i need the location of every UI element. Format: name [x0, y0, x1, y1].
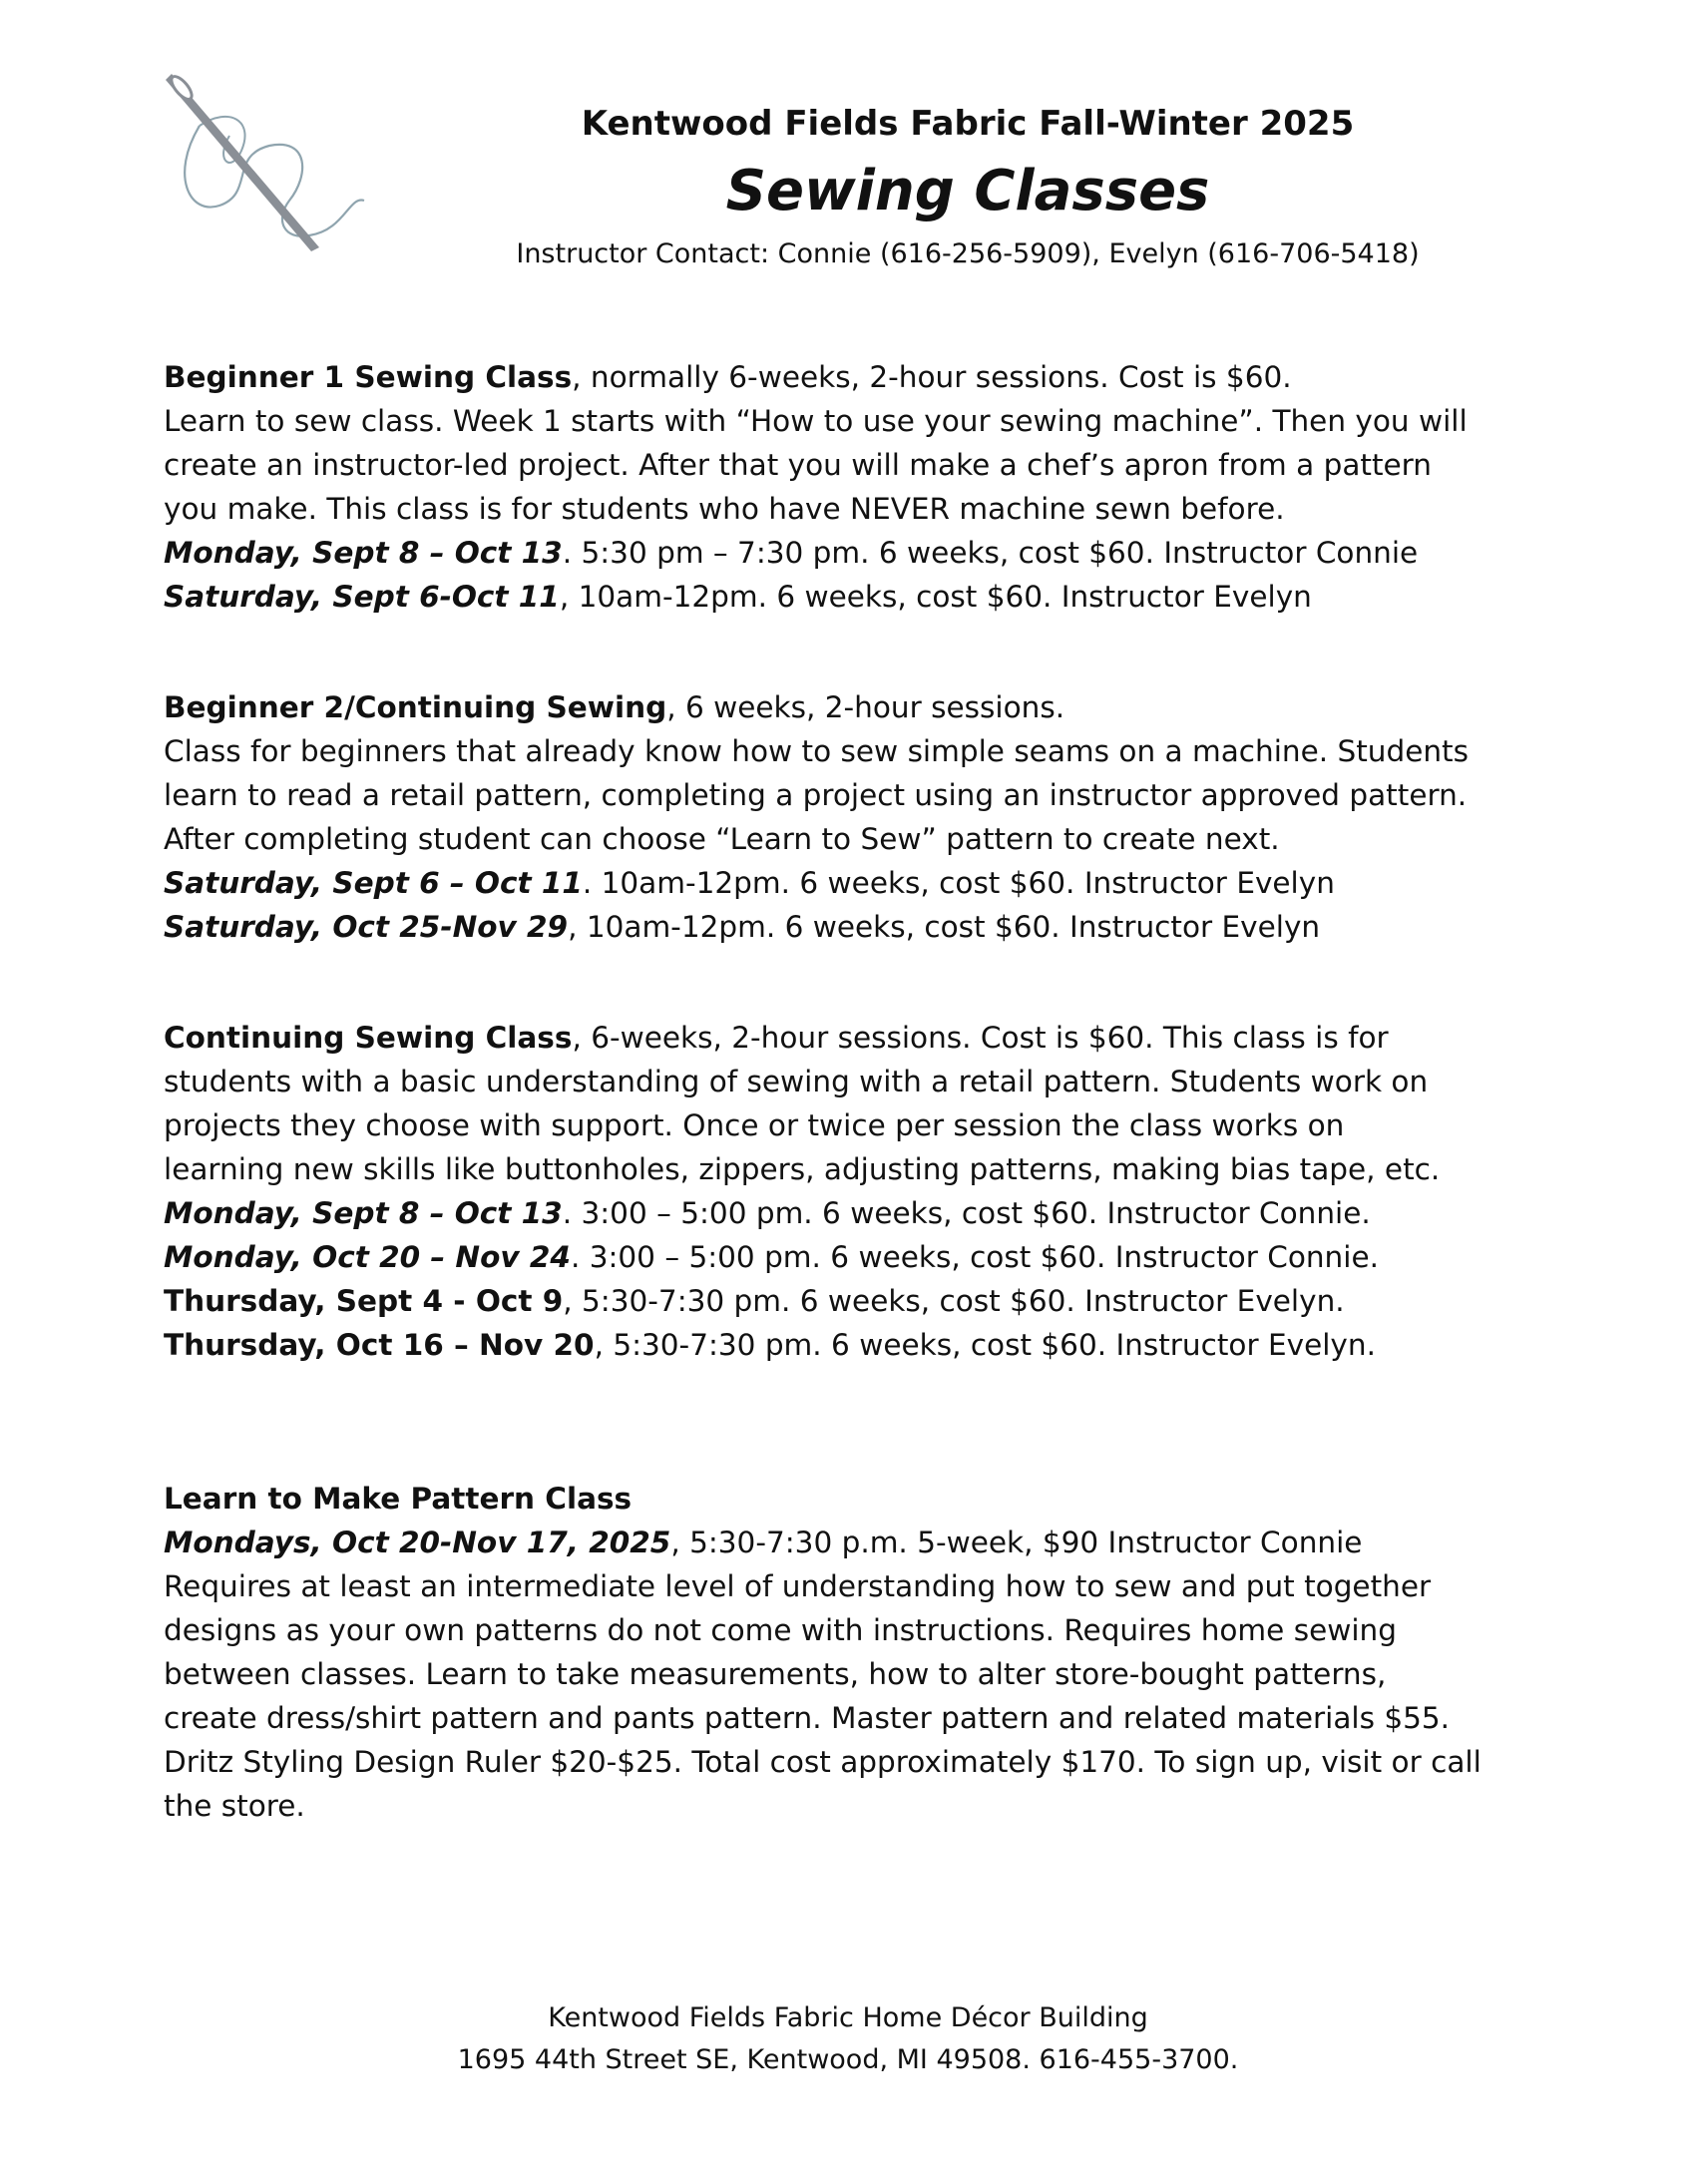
session-date: Monday, Oct 20 – Nov 24: [164, 1240, 571, 1274]
session-details: . 3:00 – 5:00 pm. 6 weeks, cost $60. Instructor Connie.: [562, 1196, 1371, 1230]
section-continuing: [164, 1016, 1540, 1367]
class-session: [164, 1323, 1540, 1367]
class-description-line: projects they choose with support. Once or twice per session the class works on: [164, 1108, 1345, 1142]
class-description-line: designs as your own patterns do not come with instructions. Requires home sewing: [164, 1613, 1397, 1647]
class-description-line: Class for beginners that already know how to sew simple seams on a machine. Students: [164, 734, 1469, 768]
class-description-line: between classes. Learn to take measurements, how to alter store-bought patterns,: [164, 1657, 1387, 1691]
class-description-line: students with a basic understanding of sewing with a retail pattern. Students work on: [164, 1065, 1429, 1098]
session-date: Saturday, Oct 25-Nov 29: [164, 910, 569, 944]
session-details: , 5:30-7:30 pm. 6 weeks, cost $60. Instructor Evelyn.: [563, 1284, 1345, 1318]
class-session: [164, 1521, 1540, 1564]
class-session: [164, 1191, 1540, 1235]
class-session: [164, 905, 1540, 949]
session-details: , 5:30-7:30 pm. 6 weeks, cost $60. Instructor Evelyn.: [594, 1328, 1376, 1362]
class-description-line: create dress/shirt pattern and pants pattern. Master pattern and related materials $55.: [164, 1701, 1451, 1735]
class-title: Beginner 2/Continuing Sewing: [164, 690, 667, 724]
section-beginner-1: [164, 355, 1540, 619]
session-date: Saturday, Sept 6 – Oct 11: [164, 866, 583, 900]
class-description-line: Dritz Styling Design Ruler $20-$25. Total cost approximately $170. To sign up, visit or call: [164, 1745, 1482, 1779]
footer-building: Kentwood Fields Fabric Home Décor Building: [548, 2002, 1148, 2033]
class-summary: , normally 6-weeks, 2-hour sessions. Cost is $60.: [572, 360, 1292, 394]
class-session: [164, 531, 1540, 575]
class-title: Beginner 1 Sewing Class: [164, 360, 573, 394]
class-title: Learn to Make Pattern Class: [164, 1482, 633, 1516]
class-session: [164, 1235, 1540, 1279]
class-description-line: the store.: [164, 1789, 305, 1823]
shop-title: Kentwood Fields Fabric Fall-Winter 2025: [581, 104, 1355, 144]
class-description-line: create an instructor-led project. After that you will make a chef’s apron from a pattern: [164, 448, 1432, 482]
class-description-line: learn to read a retail pattern, completing a project using an instructor approved pattern.: [164, 778, 1468, 812]
class-summary: , 6-weeks, 2-hour sessions. Cost is $60. This class is for: [572, 1021, 1389, 1055]
class-title: Continuing Sewing Class: [164, 1021, 573, 1055]
class-description-line: Requires at least an intermediate level of understanding how to sew and put together: [164, 1569, 1432, 1603]
session-date: Thursday, Sept 4 - Oct 9: [164, 1284, 564, 1318]
footer-address: 1695 44th Street SE, Kentwood, MI 49508. 616-455-3700.: [457, 2044, 1239, 2075]
section-pattern-making: [164, 1477, 1540, 1828]
class-description-line: learning new skills like buttonholes, zippers, adjusting patterns, making bias tape, etc.: [164, 1152, 1441, 1186]
session-date: Monday, Sept 8 – Oct 13: [164, 536, 563, 570]
section-beginner-2: [164, 685, 1540, 949]
session-details: , 10am-12pm. 6 weeks, cost $60. Instructor Evelyn: [559, 580, 1312, 614]
class-description-line: After completing student can choose “Learn to Sew” pattern to create next.: [164, 822, 1280, 856]
needle-and-thread-icon: [160, 66, 369, 255]
session-details: . 10am-12pm. 6 weeks, cost $60. Instructor Evelyn: [582, 866, 1335, 900]
class-session: [164, 1279, 1540, 1323]
class-summary: , 6 weeks, 2-hour sessions.: [666, 690, 1065, 724]
page-title: Sewing Classes: [725, 159, 1210, 223]
instructor-contact: Instructor Contact: Connie (616-256-5909), Evelyn (616-706-5418): [516, 238, 1420, 269]
session-date: Saturday, Sept 6-Oct 11: [164, 580, 560, 614]
class-description-line: you make. This class is for students who have NEVER machine sewn before.: [164, 492, 1285, 526]
session-details: , 5:30-7:30 p.m. 5-week, $90 Instructor Connie: [670, 1526, 1363, 1559]
class-session: [164, 861, 1540, 905]
class-session: [164, 575, 1540, 619]
session-date: Monday, Sept 8 – Oct 13: [164, 1196, 563, 1230]
session-date: Mondays, Oct 20-Nov 17, 2025: [164, 1526, 671, 1559]
session-details: , 10am-12pm. 6 weeks, cost $60. Instructor Evelyn: [568, 910, 1321, 944]
session-details: . 3:00 – 5:00 pm. 6 weeks, cost $60. Instructor Connie.: [570, 1240, 1379, 1274]
class-description-line: Learn to sew class. Week 1 starts with “How to use your sewing machine”. Then you will: [164, 404, 1468, 438]
session-details: . 5:30 pm – 7:30 pm. 6 weeks, cost $60. Instructor Connie: [562, 536, 1419, 570]
session-date: Thursday, Oct 16 – Nov 20: [164, 1328, 595, 1362]
